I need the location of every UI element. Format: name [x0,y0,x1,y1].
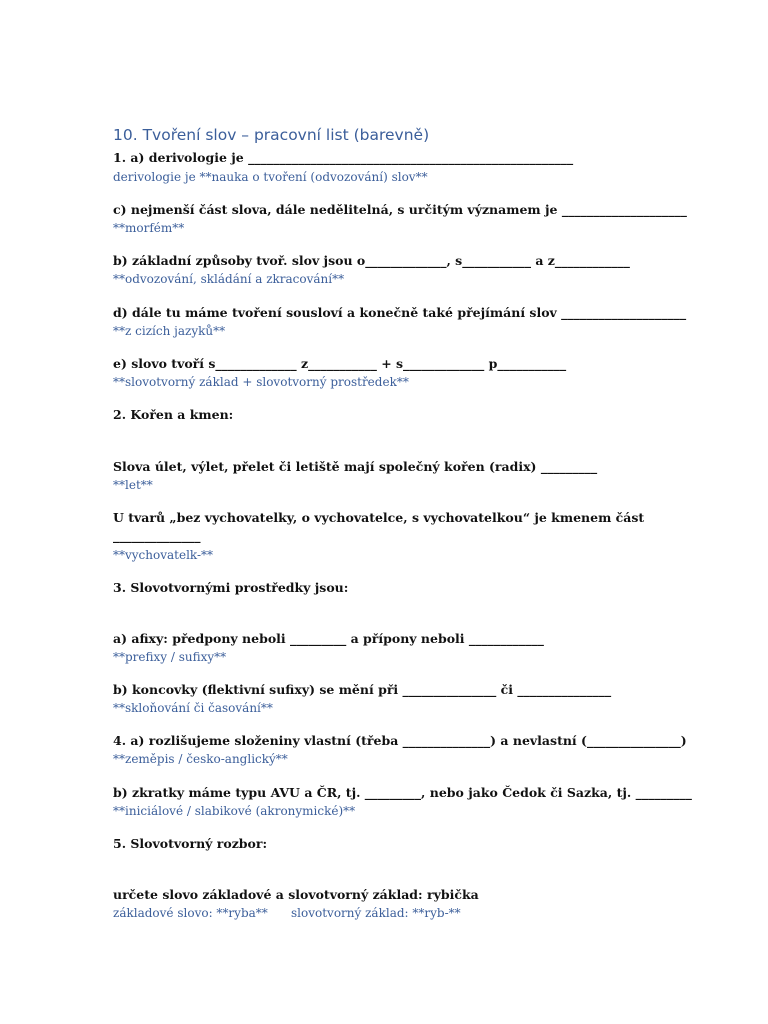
section-2-heading: 2. Kořen a kmen: [113,407,234,422]
answer-1d: **z cizích jazyků** [113,324,226,338]
answer-5-base-word: základové slovo: **ryba** [113,906,268,920]
section-5-heading: 5. Slovotvorný rozbor: [113,836,268,851]
section-3-heading: 3. Slovotvornými prostředky jsou: [113,580,349,595]
question-1d: d) dále tu máme tvoření sousloví a konečně také přejímání slov ____________________ [113,305,687,320]
question-2-stem: U tvarů „bez vychovatelky, o vychovatelce, s vychovatelkou“ je kmenem část [113,510,645,525]
question-3a: a) afixy: předpony neboli _________ a přípony neboli ____________ [113,631,544,646]
question-1c: c) nejmenší část slova, dále nedělitelná, s určitým významem je ____________________ [113,202,687,217]
page-title: 10. Tvoření slov – pracovní list (barevně) [113,126,430,144]
answer-2-root: **let** [113,478,153,492]
question-5: určete slovo základové a slovotvorný základ: rybička [113,887,479,902]
question-4a: 4. a) rozlišujeme složeniny vlastní (třeba ______________) a nevlastní (_______________) [113,733,687,748]
answer-4b: **iniciálové / slabikové (akronymické)** [113,804,356,818]
question-1b: b) základní způsoby tvoř. slov jsou o_____________, s___________ a z____________ [113,253,630,268]
question-3b: b) koncovky (flektivní sufixy) se mění při _______________ či _______________ [113,682,612,697]
answer-1b: **odvozování, skládání a zkracování** [113,272,345,286]
question-2-stem-blank: ______________ [113,528,201,543]
answer-2-stem: **vychovatelk-** [113,548,214,562]
question-1e: e) slovo tvoří s_____________ z___________ + s_____________ p___________ [113,356,567,371]
question-2-root: Slova úlet, výlet, přelet či letiště mají společný kořen (radix) _________ [113,459,598,474]
question-1a: 1. a) derivologie je ____________________________________________________ [113,150,574,165]
question-4b: b) zkratky máme typu AVU a ČR, tj. _________, nebo jako Čedok či Sazka, tj. _________ [113,785,692,800]
answer-3b: **skloňování či časování** [113,701,273,715]
answer-5-stem: slovotvorný základ: **ryb-** [291,906,461,920]
answer-1a: derivologie je **nauka o tvoření (odvozování) slov** [113,170,428,184]
answer-3a: **prefixy / sufixy** [113,650,227,664]
answer-4a: **zeměpis / česko-anglický** [113,752,288,766]
answer-1c: **morfém** [113,221,185,235]
answer-1e: **slovotvorný základ + slovotvorný prostředek** [113,375,409,389]
